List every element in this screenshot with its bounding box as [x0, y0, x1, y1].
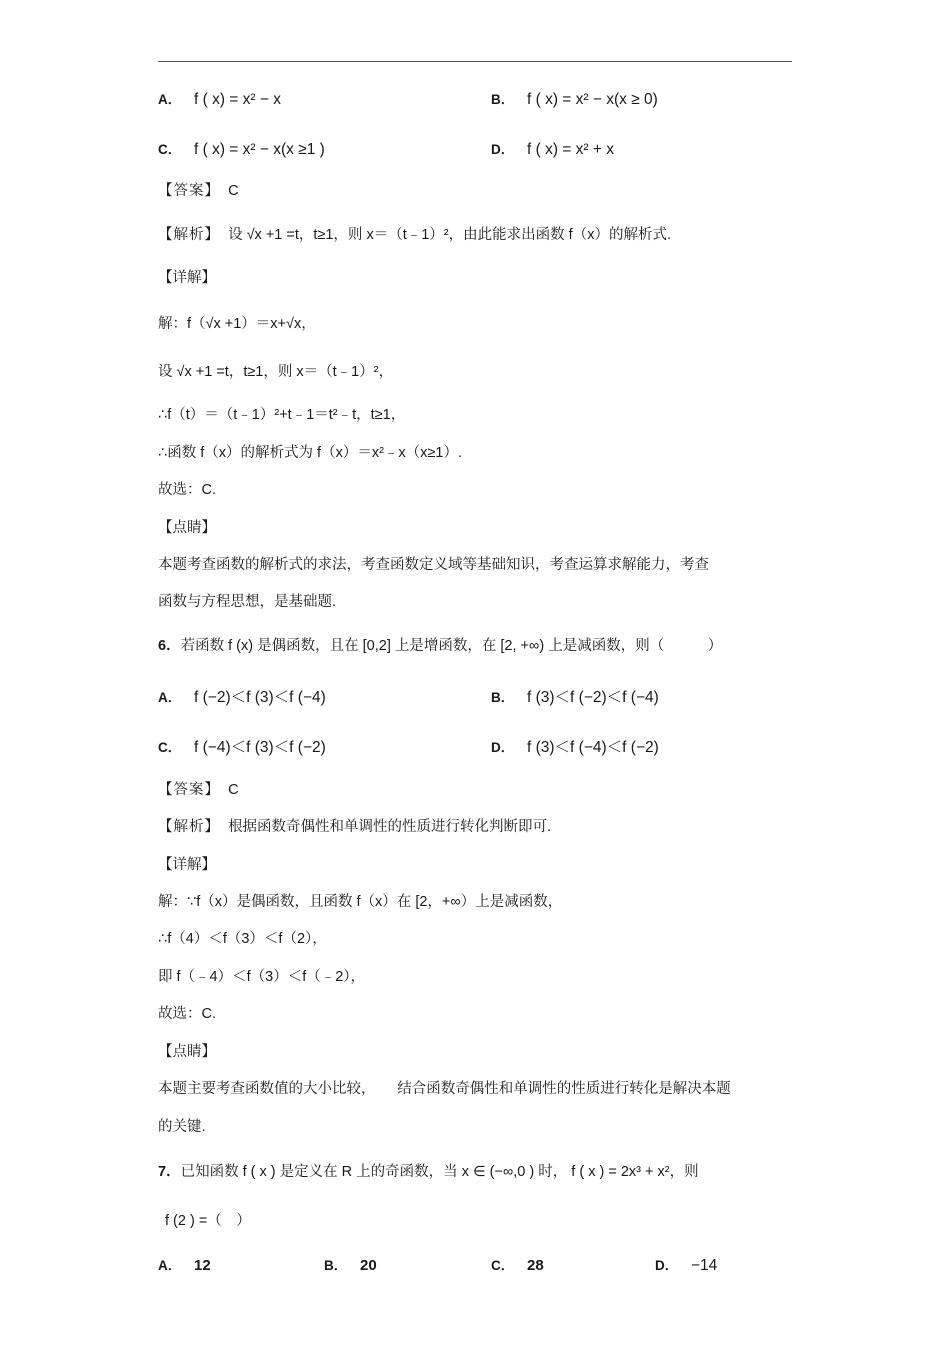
option-label: C．	[158, 142, 182, 157]
option-label: B．	[324, 1258, 348, 1273]
q5-detail-line-1: 解：f（√x +1）＝x+√x，	[158, 316, 316, 332]
question-number: 7．	[158, 1164, 181, 1180]
q5-comment-tag: 【点睛】	[158, 520, 216, 536]
q6-comment-line-1: 本题主要考查函数值的大小比较， 结合函数奇偶性和单调性的性质进行转化是解决本题	[158, 1081, 731, 1097]
q6-detail-tag: 【详解】	[158, 857, 216, 873]
q5-detail-line-2: 设 √x +1 =t，t≥1，则 x＝（t﹣1）²，	[158, 364, 394, 380]
q7-stem-continued: f (2 ) =（ ）	[165, 1213, 251, 1229]
analysis-tag: 【解析】	[158, 819, 220, 835]
option-label: D．	[491, 740, 515, 755]
q5-detail-tag: 【详解】	[158, 270, 216, 286]
option-text: 12	[194, 1257, 211, 1274]
q6-option-b[interactable]	[491, 688, 659, 708]
analysis-text: 设 √x +1 =t，t≥1，则 x＝（t﹣1）²，由此能求出函数 f（x）的解析式.	[228, 227, 671, 243]
option-text: 28	[527, 1257, 544, 1274]
option-text: f (3)＜f (−4)＜f (−2)	[527, 739, 659, 756]
question-text: 若函数 f (x) 是偶函数，且在 [0,2] 上是增函数，在 [2, +∞) 上是减函数，则（ ）	[180, 638, 723, 654]
q5-analysis	[158, 225, 671, 245]
option-label: C．	[491, 1258, 515, 1273]
question-number: 6．	[158, 638, 181, 654]
q7-option-c[interactable]	[491, 1256, 544, 1276]
option-label: B．	[491, 690, 515, 705]
option-text: f ( x) = x² − x(x ≥1 )	[194, 141, 325, 158]
q6-option-c[interactable]	[158, 738, 326, 758]
q7-stem	[158, 1161, 699, 1183]
q5-comment-line-1: 本题考查函数的解析式的求法，考查函数定义域等基础知识，考查运算求解能力，考查	[158, 557, 709, 573]
option-label: D．	[655, 1258, 679, 1273]
option-label: A．	[158, 1258, 182, 1273]
q7-option-d[interactable]	[655, 1256, 717, 1276]
option-text: f (−2)＜f (3)＜f (−4)	[194, 689, 326, 706]
analysis-text: 根据函数奇偶性和单调性的性质进行转化判断即可.	[228, 819, 552, 835]
q5-option-b[interactable]	[491, 90, 658, 110]
q6-answer	[158, 780, 239, 800]
option-text: f (3)＜f (−2)＜f (−4)	[527, 689, 659, 706]
question-text: 已知函数 f ( x ) 是定义在 R 上的奇函数，当 x ∈ (−∞,0 ) 时， f ( x ) = 2x³ + x²，则	[180, 1164, 699, 1180]
answer-value: C	[228, 183, 239, 199]
option-label: A．	[158, 92, 182, 107]
q5-option-d[interactable]	[491, 140, 614, 160]
header-rule	[158, 61, 792, 62]
option-text: f (−4)＜f (3)＜f (−2)	[194, 739, 326, 756]
q6-detail-line-2: ∴f（4）＜f（3）＜f（2），	[158, 931, 327, 947]
q5-detail-line-5: 故选：C.	[158, 482, 216, 498]
q5-comment-line-2: 函数与方程思想，是基础题.	[158, 594, 337, 610]
option-text: f ( x) = x² + x	[527, 141, 614, 158]
option-label: A．	[158, 690, 182, 705]
q6-stem	[158, 635, 722, 657]
q5-detail-line-4: ∴函数 f（x）的解析式为 f（x）＝x²﹣x（x≥1）.	[158, 445, 462, 461]
answer-value: C	[228, 782, 239, 798]
option-text: f ( x) = x² − x	[194, 91, 281, 108]
q5-option-c[interactable]	[158, 140, 325, 160]
option-text: f ( x) = x² − x(x ≥ 0)	[527, 91, 658, 108]
q6-analysis	[158, 817, 551, 837]
q5-option-a[interactable]	[158, 90, 281, 110]
option-text: 20	[360, 1257, 377, 1274]
q6-option-d[interactable]	[491, 738, 659, 758]
q7-option-b[interactable]	[324, 1256, 377, 1276]
q6-option-a[interactable]	[158, 688, 326, 708]
option-label: B．	[491, 92, 515, 107]
q7-option-a[interactable]	[158, 1256, 211, 1276]
option-label: C．	[158, 740, 182, 755]
q6-comment-line-2: 的关键.	[158, 1119, 206, 1135]
option-label: D．	[491, 142, 515, 157]
q6-detail-line-3: 即 f（﹣4）＜f（3）＜f（﹣2），	[158, 969, 366, 985]
q6-detail-line-1: 解：∵f（x）是偶函数，且函数 f（x）在 [2，+∞）上是减函数，	[158, 894, 563, 910]
q6-detail-line-4: 故选：C.	[158, 1006, 216, 1022]
q5-answer	[158, 181, 239, 201]
q5-detail-line-3: ∴f（t）＝（t﹣1）²+t﹣1＝t²﹣t，t≥1，	[158, 407, 406, 423]
q6-comment-tag: 【点睛】	[158, 1044, 216, 1060]
answer-tag: 【答案】	[158, 782, 220, 798]
analysis-tag: 【解析】	[158, 227, 220, 243]
option-text: −14	[691, 1257, 718, 1274]
answer-tag: 【答案】	[158, 183, 220, 199]
